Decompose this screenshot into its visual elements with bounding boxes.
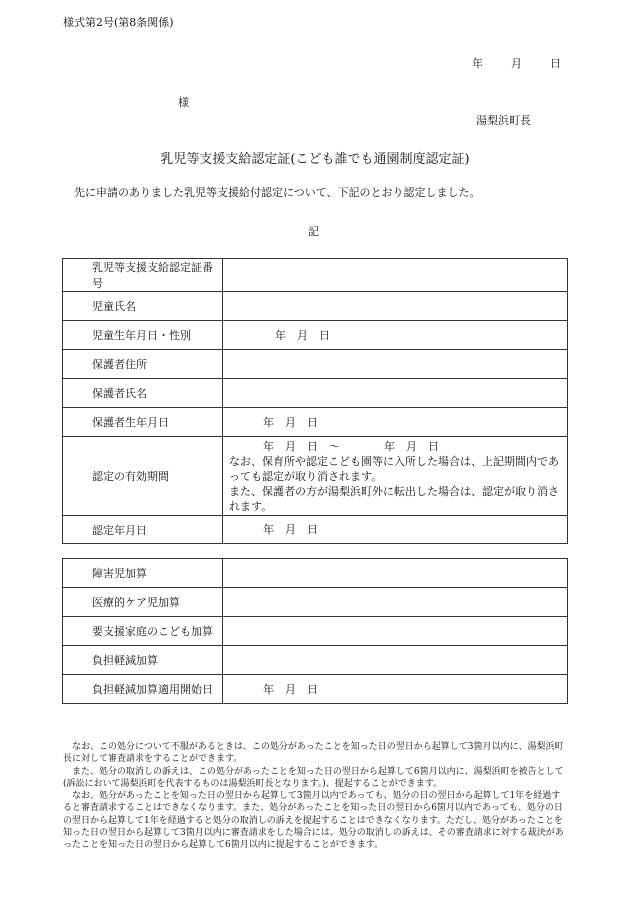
row-label: 児童生年月日・性別 [63,321,223,350]
row-label: 保護者氏名 [63,379,223,408]
row-label: 認定年月日 [63,516,223,544]
table-row [63,617,568,646]
row-label: 負担軽減加算 [63,646,223,675]
validity-period-cell [223,437,568,516]
table-row [63,675,568,704]
row-value [223,646,568,675]
date-day-label: 日 [550,57,561,70]
row-value [223,588,568,617]
row-label: 児童氏名 [63,292,223,321]
validity-note-1: なお、保育所や認定こども園等に入所した場合は、上記期間内であっても認定が取り消されます。 [229,454,559,483]
issue-date [472,55,561,71]
table-row [63,259,568,292]
row-label: 認定の有効期間 [63,437,223,516]
validity-dates: 年 月 日 ～ 年 月 日 [263,439,439,453]
row-value: 年 月 日 [223,321,568,350]
row-value [223,617,568,646]
row-label: 乳児等支援支給認定証番号 [63,259,223,292]
date-year-label: 年 [472,57,483,70]
certificate-table [62,258,568,544]
table-row [63,559,568,588]
intro-text: 先に申請のありました乳児等支援給付認定について、下記のとおり認定しました。 [74,186,481,199]
date-month-label: 月 [511,57,522,70]
row-value [223,559,568,588]
note-paragraph: なお、処分があったことを知った日の翌日から起算して3箇月以内であっても、処分の日の翌日から起算して1年を経過すると審査請求することはできなくなります。また、処分があったことを知った日の翌日から6箇月以内であっても、処分の日の翌日から起算して1年を経過すると処分の取消しの訴えを提起することはできなくなります。ただし、処分があったことを知った日の翌日から起算して3箇月以内に審査請求をした場合には、処分の取消しの訴えは、その審査請求に対する裁決があったことを知った日の翌日から起算して6箇月以内に提起することができます。 [63,791,564,851]
table-row [63,516,568,544]
row-value [223,379,568,408]
additions-table [62,558,568,704]
note-paragraph: なお、この処分について不服があるときは、この処分があったことを知った日の翌日から起算して3箇月以内に、湯梨浜町長に対して審査請求をすることができます。 [63,742,564,765]
ki-heading: 記 [308,225,319,238]
note-paragraph: また、処分の取消しの訴えは、この処分があったことを知った日の翌日から起算して6箇月以内に、湯梨浜町を被告として(訴訟において湯梨浜町を代表するものは湯梨浜町長となります。)、提起することができます。 [63,766,564,789]
table-row [63,350,568,379]
appeal-notes [63,741,568,852]
row-label: 負担軽減加算適用開始日 [63,675,223,704]
table-row [63,408,568,437]
form-number: 様式第2号(第8条関係) [63,16,174,29]
row-value [223,292,568,321]
table-row [63,646,568,675]
addressee-suffix: 様 [178,96,189,109]
row-value: 年 月 日 [223,408,568,437]
row-label: 障害児加算 [63,559,223,588]
table-row [63,379,568,408]
table-row [63,292,568,321]
row-label: 保護者生年月日 [63,408,223,437]
row-label: 保護者住所 [63,350,223,379]
table-row [63,588,568,617]
table-row [63,321,568,350]
row-label: 要支援家庭のこども加算 [63,617,223,646]
document-title: 乳児等支援支給認定証(こども誰でも通園制度認定証) [160,152,470,167]
validity-note-2: また、保護者の方が湯梨浜町外に転出した場合は、認定が取り消されます。 [229,484,559,513]
row-value [223,350,568,379]
row-value [223,259,568,292]
table-row [63,437,568,516]
row-label: 医療的ケア児加算 [63,588,223,617]
row-value: 年 月 日 [223,516,568,544]
row-value: 年 月 日 [223,675,568,704]
issuer-name: 湯梨浜町長 [476,114,531,127]
